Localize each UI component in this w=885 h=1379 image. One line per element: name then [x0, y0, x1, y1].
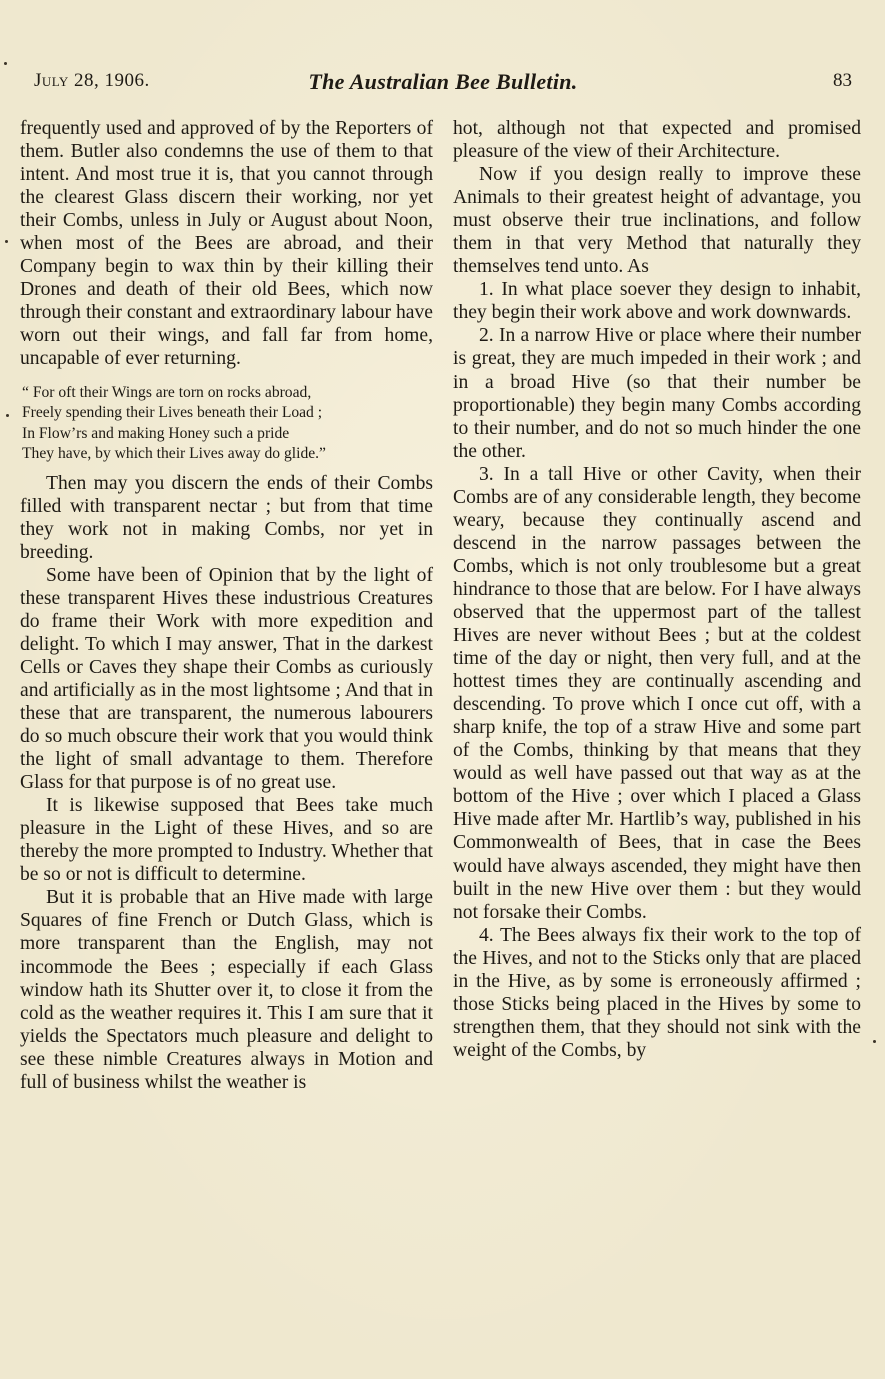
numbered-item: 4. The Bees always fix their work to the top of the Hives, and not to the Sticks only that are placed in the Hive, as by some is erroneously affirmed ; those Sticks being placed in the Hives by some to strengthen them, that they should not sink with the weight of the Combs, by — [453, 924, 861, 1061]
right-column — [453, 117, 861, 1062]
print-speck — [4, 62, 7, 65]
poem-line: They have, by which their Lives away do glide.” — [22, 445, 326, 463]
poem-quote — [20, 383, 433, 465]
print-speck — [873, 1040, 876, 1043]
poem-line: In Flow’rs and making Honey such a pride — [22, 424, 290, 442]
page-number: 83 — [833, 70, 852, 91]
poem-line: Freely spending their Lives beneath their Load ; — [22, 404, 323, 422]
numbered-item: 1. In what place soever they design to inhabit, they begin their work above and work downwards. — [453, 279, 861, 324]
left-column — [20, 117, 433, 1094]
issue-date: July 28, 1906. — [34, 70, 150, 91]
numbered-item: 2. In a narrow Hive or place where their number is great, they are much impeded in their work ; and in a broad Hive (so that their number be proportionable) they begin many Combs according to their number, and do not so much hinder the one the other. — [453, 325, 861, 462]
paragraph: Now if you design really to improve these Animals to their greatest height of advantage, you must observe their true inclinations, and follow them in that very Method that naturally they themselves tend unto. As — [453, 164, 861, 278]
paragraph: Some have been of Opinion that by the light of these transparent Hives these industrious Creatures do frame their Work with more expedition and delight. To which I may answer, That in the darkest Cells or Caves they shape their Combs as curiously and artificially as in the most lightsome ; And that in these that are transparent, the numerous labourers do so much obscure their work that you would think the light of small advantage to them. Therefore Glass for that purpose is of no great use. — [20, 564, 433, 794]
publication-title: The Australian Bee Bulletin. — [308, 69, 578, 94]
poem-line: “ For oft their Wings are torn on rocks abroad, — [22, 383, 312, 401]
paragraph: frequently used and approved of by the Reporters of them. Butler also condemns the use of them to that intent. And most true it is, that you cannot through the clearest Glass discern their working, nor yet their Combs, unless in July or August about Noon, when most of the Bees are abroad, and their Company begin to wax thin by their killing their Drones and death of their old Bees, which now through their constant and extraordinary labour have worn out their wings, and fall far from home, uncapable of ever returning. — [20, 118, 433, 370]
numbered-item: 3. In a tall Hive or other Cavity, when their Combs are of any considerable length, they become weary, because they continually ascend and descend in the narrow passages between the Combs, which is not only troublesome but a great hindrance to those that are below. For I have always observed that the uppermost part of the tallest Hives are never without Bees ; but at the coldest time of the day or night, then very full, and at the hottest times they are continually ascending and descending. To prove which I once cut off, with a sharp knife, the top of a straw Hive and some part of the Combs, thinking by that means that they would as well have passed out that way as at the bottom of the Hive ; over which I placed a Glass Hive made after Mr. Hartlib’s way, published in his Commonwealth of Bees, that in case the Bees would have always ascended, they might have then built in the new Hive over them : but they would not forsake their Combs. — [453, 463, 861, 923]
print-speck — [5, 240, 8, 243]
paragraph: Then may you discern the ends of their Combs filled with transparent nectar ; but from that time they work not in making Combs, nor yet in breeding. — [20, 472, 433, 563]
print-speck — [6, 414, 9, 417]
paragraph: It is likewise supposed that Bees take much pleasure in the Light of these Hives, and so are thereby the more prompted to Industry. Whether that be so or not is difficult to determine. — [20, 795, 433, 886]
paragraph: But it is probable that an Hive made with large Squares of fine French or Dutch Glass, which is more transparent than the English, may not incommode the Bees ; especially if each Glass window hath its Shutter over it, to close it from the cold as the weather requires it. This I am sure that it yields the Spectators much pleasure and delight to see these nimble Creatures always in Motion and full of business whilst the weather is — [20, 887, 433, 1093]
paragraph: hot, although not that expected and promised pleasure of the view of their Architecture. — [453, 118, 861, 163]
page-header — [34, 70, 852, 100]
